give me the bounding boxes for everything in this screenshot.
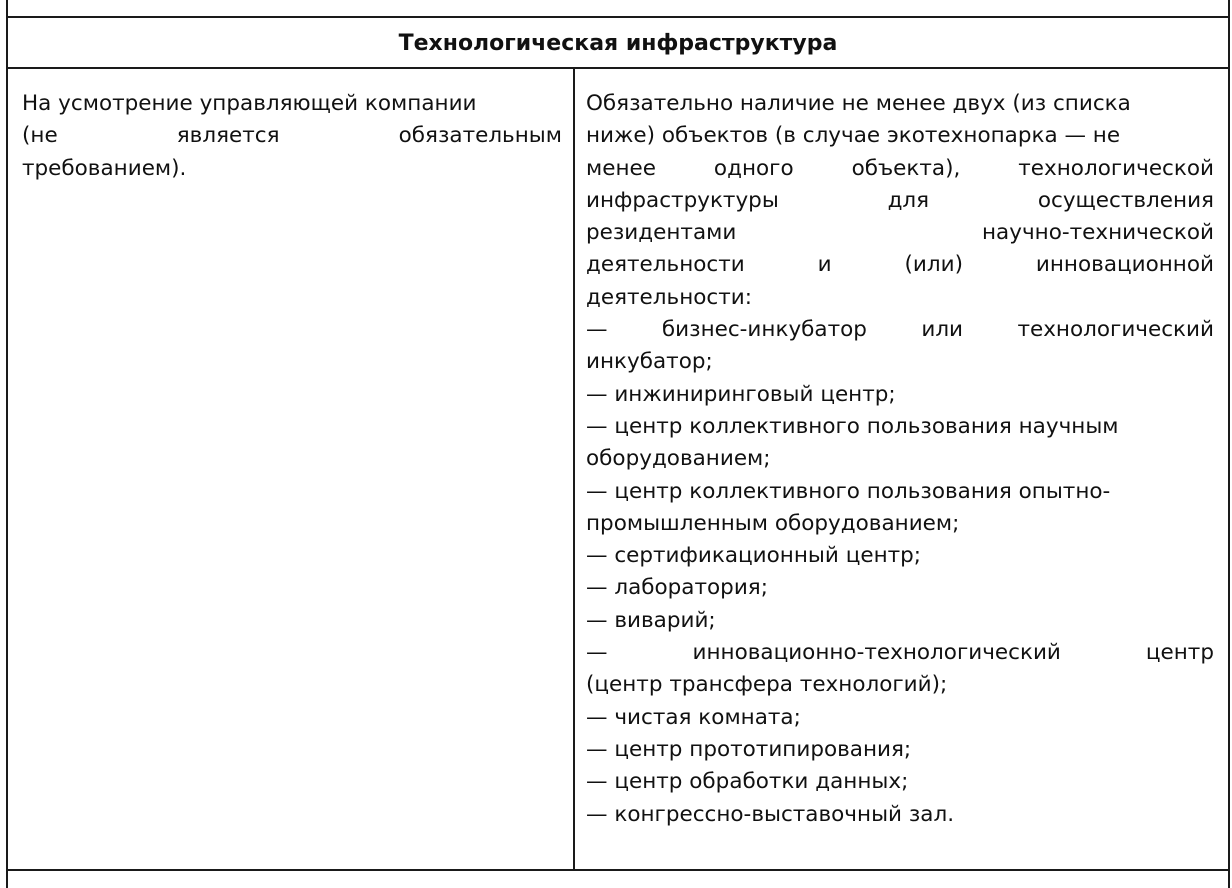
right-cell-word: (или): [904, 252, 963, 278]
table-border-left: [6, 0, 8, 888]
infrastructure-list-item: [586, 637, 1214, 702]
right-cell-intro-line: [586, 249, 1214, 281]
list-item-line: — лаборатория;: [586, 575, 768, 601]
left-cell-line: требованием).: [22, 155, 187, 181]
list-item-line: [586, 314, 1214, 346]
list-item-line: — чистая комната;: [586, 704, 801, 730]
right-cell-intro-line: [586, 153, 1214, 185]
table-border-right: [1228, 0, 1230, 888]
left-cell-line: На усмотрение управляющей компании: [22, 91, 477, 116]
right-cell-word: осуществления: [1037, 187, 1214, 213]
right-cell-word: —: [586, 640, 608, 666]
list-item-line: (центр трансфера технологий);: [586, 672, 948, 698]
right-cell-word: менее: [586, 155, 656, 181]
list-item-line: — виварий;: [586, 607, 716, 633]
list-item-line: — конгрессно-выставочный зал.: [586, 801, 955, 827]
right-cell: [586, 88, 1214, 831]
list-item-line: — инжиниринговый центр;: [586, 381, 896, 407]
right-cell-word: научно-технической: [982, 220, 1214, 246]
right-cell-word: деятельности: [586, 252, 745, 278]
table-header-title: Технологическая инфраструктура: [398, 30, 838, 56]
right-cell-intro-line: деятельности:: [586, 284, 752, 310]
infrastructure-list-item: [586, 476, 1214, 541]
column-divider: [573, 68, 575, 870]
list-item-line: промышленным оборудованием;: [586, 510, 960, 536]
infrastructure-list-item: [586, 572, 1214, 604]
infrastructure-list-item: [586, 411, 1214, 476]
infrastructure-list-item: [586, 605, 1214, 637]
right-cell-word: технологический: [1017, 317, 1214, 343]
infrastructure-list-item: [586, 379, 1214, 411]
right-cell-word: инновационно-технологический: [692, 640, 1061, 666]
infrastructure-list-item: [586, 314, 1214, 379]
left-cell: [22, 88, 562, 185]
right-cell-intro-line: Обязательно наличие не менее двух (из списка: [586, 91, 1131, 116]
table-header-cell: [8, 18, 1228, 68]
left-cell-word: обязательным: [398, 123, 562, 149]
right-cell-word: объекта),: [851, 155, 961, 181]
list-item-line: — центр прототипирования;: [586, 736, 912, 762]
left-cell-word: (не: [22, 123, 58, 149]
right-cell-word: инновационной: [1035, 252, 1214, 278]
left-cell-word: является: [176, 123, 280, 149]
row-bottom-rule: [6, 869, 1230, 871]
infrastructure-list-item: [586, 540, 1214, 572]
right-cell-word: резидентами: [586, 220, 737, 246]
right-cell-intro-line: [586, 185, 1214, 217]
list-item-line: оборудованием;: [586, 446, 771, 472]
right-cell-word: —: [586, 317, 608, 343]
infrastructure-list-item: [586, 734, 1214, 766]
list-item-line: — сертификационный центр;: [586, 543, 922, 569]
infrastructure-list-item: [586, 799, 1214, 831]
right-cell-word: одного: [713, 155, 794, 181]
right-cell-intro-line: ниже) объектов (в случае экотехнопарка — не: [586, 123, 1121, 149]
list-item-line: [586, 637, 1214, 669]
right-cell-word: технологической: [1018, 155, 1214, 181]
list-item-line: — центр коллективного пользования научным: [586, 413, 1119, 439]
list-item-line: — центр обработки данных;: [586, 769, 909, 795]
left-cell-justified-line: [22, 120, 562, 152]
list-item-line: инкубатор;: [586, 349, 713, 375]
infrastructure-list-item: [586, 766, 1214, 798]
list-item-line: — центр коллективного пользования опытно-: [586, 478, 1111, 504]
right-cell-intro-line: [586, 217, 1214, 249]
right-cell-word: инфраструктуры: [586, 187, 779, 213]
right-cell-word: для: [887, 187, 930, 213]
right-cell-word: центр: [1145, 640, 1214, 666]
right-cell-word: или: [921, 317, 964, 343]
right-cell-word: бизнес-инкубатор: [661, 317, 867, 343]
right-cell-word: и: [817, 252, 832, 278]
infrastructure-list-item: [586, 702, 1214, 734]
